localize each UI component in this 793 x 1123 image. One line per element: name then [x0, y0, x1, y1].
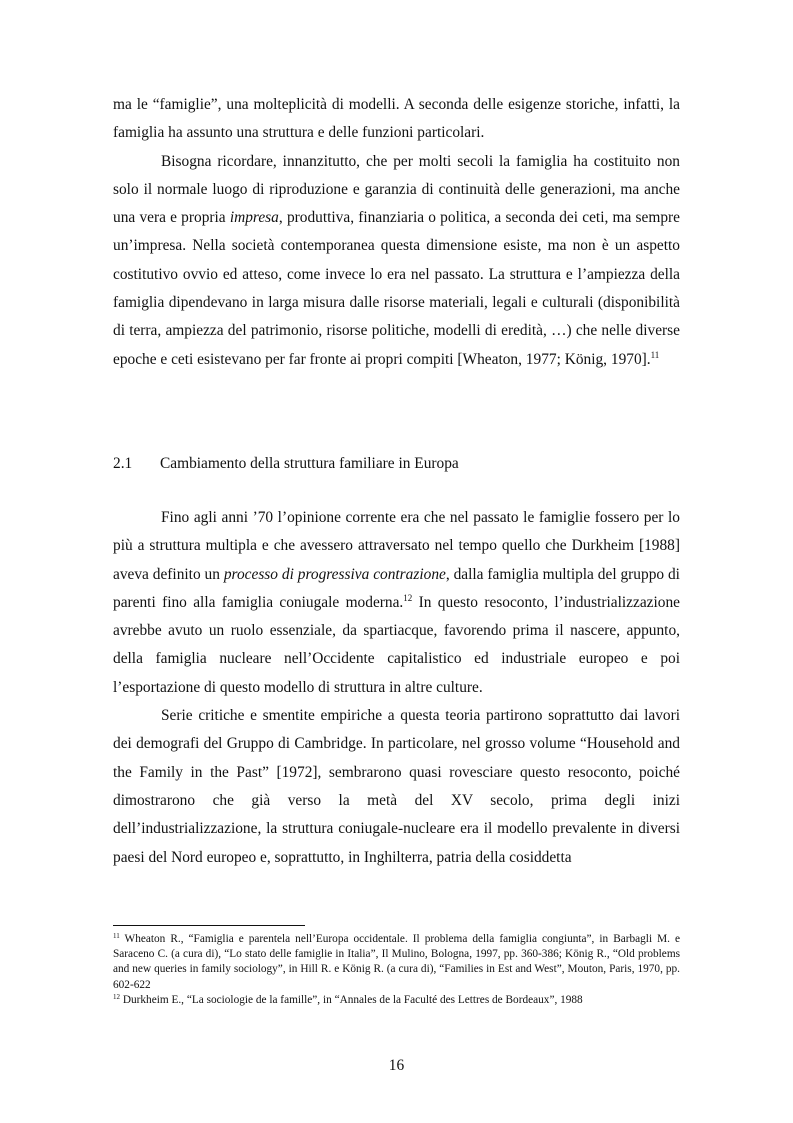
footnote-mark: 12: [113, 992, 120, 1001]
footnote-text: Durkheim E., “La sociologie de la famille”, in “Annales de la Faculté des Lettres de Bordeaux”, 1988: [120, 993, 583, 1006]
emphasis-text: processo di progressiva contrazione: [223, 565, 446, 583]
paragraph: [113, 148, 680, 374]
footnote-ref[interactable]: 11: [650, 349, 660, 360]
footnote-mark: 11: [113, 932, 120, 940]
section-heading: [113, 452, 459, 476]
footnote-divider: [113, 925, 305, 926]
footnote-text: Wheaton R., “Famiglia e parentela nell’Europa occidentale. Il problema della famiglia congiunta”, in Barbagli M. e Saraceno C. (a cura di), “Lo stato delle famiglie in Italia”, Il Mulino, Bologna, 1997, pp. 360-386; König R., “Old problems and new queries in family sociology”, in Hill R. e König R. (a cura di), “Families in Est and West”, Mouton, Paris, 1970, pp. 602-622: [113, 933, 680, 991]
text-run: In questo resoconto, l’industrializzazione avrebbe avuto un ruolo essenziale, da spartiacque, favorendo prima il nascere, appunto, della famiglia nucleare nell’Occidente capitalistico ed industriale europeo e poi l’esportazione di questo modello di struttura in altre culture.: [113, 593, 680, 696]
text-run: , dalla famiglia multipla del gruppo di parenti fino alla famiglia coniugale moderna.: [113, 565, 680, 611]
paragraph-continuation: ma le “famiglie”, una molteplicità di modelli. A seconda delle esigenze storiche, infatti, la famiglia ha assunto una struttura e delle funzioni particolari.: [113, 96, 680, 142]
text-run: , produttiva, finanziaria o politica, a seconda dei ceti, ma sempre un’impresa. Nella società contemporanea questa dimensione esiste, ma non è un aspetto costitutivo ovvio ed atteso, come invece lo era nel passato. La struttura e l’ampiezza della famiglia dipendevano in larga misura dalle risorse materiali, legali e culturali (disponibilità di terra, ampiezza del patrimonio, risorse politiche, modelli di eredità, …) che nelle diverse epoche e ceti esistevano per far fronte ai propri compiti [Wheaton, 1977; König, 1970].: [113, 209, 680, 368]
emphasis-text: impresa: [229, 209, 279, 227]
text-run: Fino agli anni ’70 l’opinione corrente era che nel passato le famiglie fossero per lo più a struttura multipla e che avessero attraversato nel tempo quello che Durkheim [1988] aveva definito un: [113, 509, 680, 583]
body-text: [113, 91, 680, 374]
footnote: [113, 932, 680, 993]
page-number: 16: [388, 1057, 405, 1074]
footnote-ref[interactable]: 12: [403, 592, 413, 603]
text-run: Bisogna ricordare, innanzitutto, che per molti secoli la famiglia ha costituito non solo il normale luogo di riproduzione e garanzia di continuità delle generazioni, ma anche una vera e propria: [113, 152, 680, 227]
footnote: [113, 993, 680, 1008]
footnotes: [113, 932, 680, 1008]
paragraph: Serie critiche e smentite empiriche a questa teoria partirono soprattutto dai lavori dei demografi del Gruppo di Cambridge. In particolare, nel grosso volume “Household and the Family in the Past” [1972], sembrarono quasi rovesciare questo resoconto, poiché dimostrarono che già verso la metà del XV secolo, prima degli inizi dell’industrializzazione, la struttura coniugale-nucleare era il modello prevalente in diversi paesi del Nord europeo e, soprattutto, in Inghilterra, patria della cosiddetta: [113, 707, 680, 866]
section-body-text: [113, 504, 680, 872]
section-title: Cambiamento della struttura familiare in Europa: [160, 455, 459, 472]
section-number: 2.1: [113, 455, 133, 472]
paragraph: [113, 504, 680, 702]
